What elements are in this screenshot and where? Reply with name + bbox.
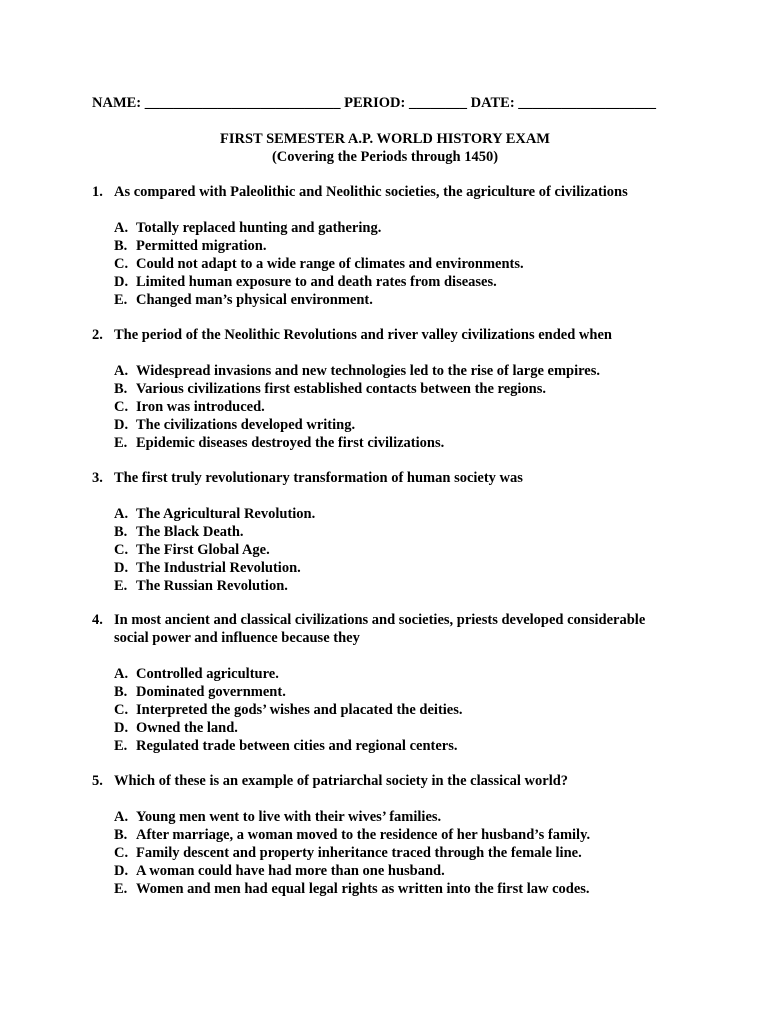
option-letter: D.: [114, 863, 129, 879]
option-letter: A.: [114, 506, 129, 522]
answer-option: [114, 844, 682, 862]
option-letter: E.: [114, 578, 128, 594]
question-number: 2.: [92, 327, 103, 343]
option-letter: A.: [114, 666, 129, 682]
answer-option: [114, 416, 682, 434]
option-letter: D.: [114, 560, 129, 576]
option-text: Owned the land.: [136, 720, 238, 736]
period-blank: ________: [409, 95, 467, 111]
option-text: The civilizations developed writing.: [136, 417, 356, 433]
question-text: The first truly revolutionary transformation of human society was: [114, 470, 523, 486]
answer-option: [114, 398, 682, 416]
option-letter: C.: [114, 702, 129, 718]
answer-option: [114, 219, 682, 237]
exam-subtitle: (Covering the Periods through 1450): [271, 149, 499, 165]
question-text: The period of the Neolithic Revolutions and river valley civilizations ended when: [114, 327, 612, 343]
option-text: Interpreted the gods’ wishes and placated the deities.: [136, 702, 463, 718]
answer-option: [114, 826, 682, 844]
question-number: 5.: [92, 773, 103, 789]
question-4: [92, 611, 682, 755]
option-letter: C.: [114, 256, 129, 272]
question-stem: [92, 183, 682, 201]
question-text: Which of these is an example of patriarchal society in the classical world?: [114, 773, 569, 789]
question-number: 4.: [92, 612, 103, 628]
answer-options: [114, 219, 682, 309]
option-text: The First Global Age.: [136, 542, 270, 558]
exam-title: FIRST SEMESTER A.P. WORLD HISTORY EXAM: [220, 131, 550, 147]
option-letter: D.: [114, 417, 129, 433]
option-text: Dominated government.: [136, 684, 286, 700]
answer-option: [114, 665, 682, 683]
answer-option: [114, 737, 682, 755]
option-text: Changed man’s physical environment.: [136, 292, 373, 308]
answer-options: [114, 665, 682, 755]
option-letter: E.: [114, 881, 128, 897]
option-letter: D.: [114, 720, 129, 736]
question-1: [92, 183, 682, 309]
option-text: Iron was introduced.: [136, 399, 265, 415]
answer-option: [114, 880, 682, 898]
option-text: Permitted migration.: [136, 238, 267, 254]
date-label: DATE:: [470, 95, 515, 111]
answer-options: [114, 808, 682, 898]
option-text: Could not adapt to a wide range of climates and environments.: [136, 256, 524, 272]
option-letter: A.: [114, 220, 129, 236]
question-3: [92, 469, 682, 595]
answer-option: [114, 291, 682, 309]
question-5: [92, 772, 682, 898]
answer-option: [114, 559, 682, 577]
answer-option: [114, 273, 682, 291]
option-letter: E.: [114, 292, 128, 308]
option-letter: B.: [114, 238, 128, 254]
student-info-line: [92, 94, 656, 112]
answer-option: [114, 237, 682, 255]
option-letter: E.: [114, 738, 128, 754]
option-letter: E.: [114, 435, 128, 451]
answer-option: [114, 380, 682, 398]
answer-option: [114, 862, 682, 880]
option-letter: B.: [114, 381, 128, 397]
option-letter: D.: [114, 274, 129, 290]
option-letter: A.: [114, 363, 129, 379]
answer-option: [114, 719, 682, 737]
option-text: The Russian Revolution.: [136, 578, 288, 594]
option-letter: C.: [114, 542, 129, 558]
answer-option: [114, 255, 682, 273]
answer-option: [114, 362, 682, 380]
option-letter: B.: [114, 827, 128, 843]
answer-option: [114, 683, 682, 701]
option-letter: C.: [114, 845, 129, 861]
option-text: Various civilizations first established contacts between the regions.: [136, 381, 547, 397]
question-stem: [92, 469, 682, 487]
question-text: In most ancient and classical civilizations and societies, priests developed considerable social power and influence because they: [114, 612, 646, 646]
period-label: PERIOD:: [344, 95, 406, 111]
option-text: Epidemic diseases destroyed the first civilizations.: [136, 435, 445, 451]
option-text: Controlled agriculture.: [136, 666, 279, 682]
question-2: [92, 326, 682, 452]
option-text: Women and men had equal legal rights as written into the first law codes.: [136, 881, 590, 897]
answer-option: [114, 701, 682, 719]
question-number: 3.: [92, 470, 103, 486]
option-text: Regulated trade between cities and regional centers.: [136, 738, 458, 754]
date-blank: ___________________: [518, 95, 657, 111]
option-letter: B.: [114, 684, 128, 700]
option-text: Young men went to live with their wives’ families.: [136, 809, 442, 825]
name-label: NAME:: [92, 95, 142, 111]
option-text: The Agricultural Revolution.: [136, 506, 316, 522]
question-text: As compared with Paleolithic and Neolithic societies, the agriculture of civilizations: [114, 184, 628, 200]
answer-option: [114, 808, 682, 826]
answer-option: [114, 505, 682, 523]
option-letter: A.: [114, 809, 129, 825]
option-text: Totally replaced hunting and gathering.: [136, 220, 382, 236]
option-text: After marriage, a woman moved to the residence of her husband’s family.: [136, 827, 591, 843]
question-number: 1.: [92, 184, 103, 200]
option-text: A woman could have had more than one husband.: [136, 863, 445, 879]
answer-option: [114, 434, 682, 452]
option-letter: B.: [114, 524, 128, 540]
answer-options: [114, 505, 682, 595]
name-blank: ___________________________: [144, 95, 341, 111]
option-text: The Black Death.: [136, 524, 244, 540]
option-letter: C.: [114, 399, 129, 415]
answer-option: [114, 541, 682, 559]
question-stem: [92, 611, 682, 647]
option-text: Limited human exposure to and death rates from diseases.: [136, 274, 497, 290]
question-stem: [92, 326, 682, 344]
option-text: The Industrial Revolution.: [136, 560, 301, 576]
answer-option: [114, 523, 682, 541]
option-text: Family descent and property inheritance traced through the female line.: [136, 845, 582, 861]
answer-options: [114, 362, 682, 452]
option-text: Widespread invasions and new technologies led to the rise of large empires.: [136, 363, 600, 379]
question-stem: [92, 772, 682, 790]
answer-option: [114, 577, 682, 595]
